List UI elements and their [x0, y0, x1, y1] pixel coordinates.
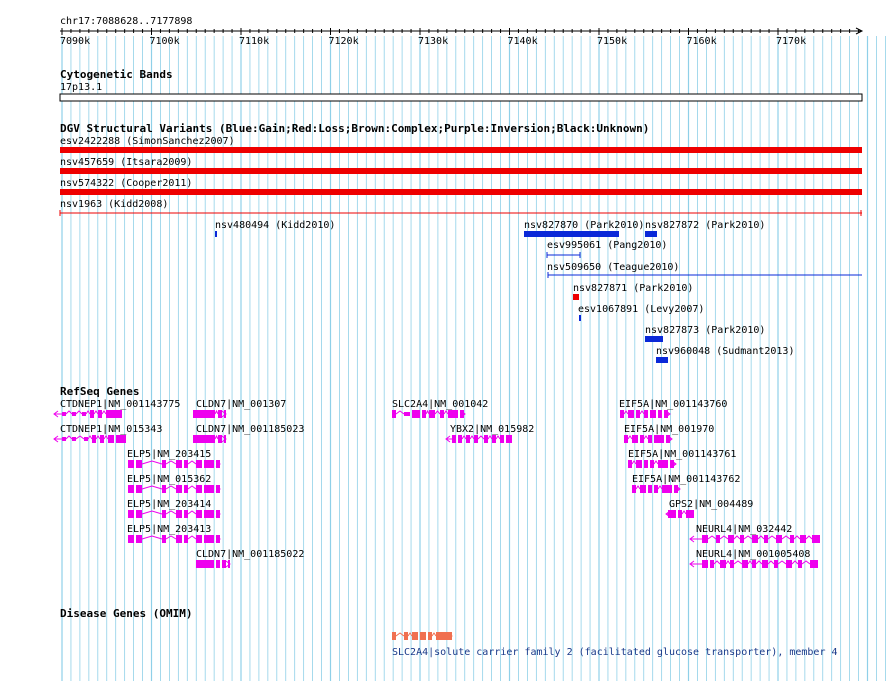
- variant-bar[interactable]: [215, 231, 217, 237]
- intron: [734, 536, 740, 539]
- intron: [86, 411, 90, 414]
- variant-bar[interactable]: [60, 147, 862, 153]
- variant-label: esv2422288 (SimonSanchez2007): [60, 136, 235, 147]
- variant-label: nsv480494 (Kidd2010): [215, 220, 336, 231]
- exon: [176, 485, 182, 493]
- exon: [644, 410, 648, 418]
- gene-model: [196, 560, 230, 568]
- intron: [478, 436, 484, 439]
- cytoband-track: [60, 68, 862, 101]
- exon: [218, 435, 222, 443]
- exon: [184, 510, 188, 518]
- exon: [640, 485, 646, 493]
- exon: [116, 435, 126, 443]
- intron: [166, 536, 176, 539]
- intron: [462, 436, 466, 439]
- intron: [726, 561, 730, 564]
- intron: [426, 411, 429, 414]
- cytoband-bar[interactable]: [60, 94, 862, 101]
- exon: [632, 435, 638, 443]
- exon: [668, 485, 672, 493]
- exon: [752, 560, 756, 568]
- intron: [215, 436, 218, 439]
- exon: [128, 485, 134, 493]
- exon: [776, 535, 782, 543]
- gene-label: CLDN7|NM_001307: [196, 399, 287, 410]
- exon: [648, 485, 652, 493]
- exon: [812, 535, 820, 543]
- variant-bar[interactable]: [645, 336, 663, 342]
- gene-model: [128, 460, 220, 468]
- exon: [640, 435, 644, 443]
- gene-model: [54, 410, 122, 418]
- exon: [136, 485, 142, 493]
- variant-bar[interactable]: [645, 231, 657, 237]
- gene-model: [620, 410, 670, 418]
- exon: [193, 410, 199, 418]
- exon: [662, 485, 668, 493]
- exon: [774, 560, 778, 568]
- dgv-title: DGV Structural Variants (Blue:Gain;Red:Loss;Brown:Complex;Purple:Inversion;Black:Unknown): [60, 122, 650, 135]
- variant-label: nsv827872 (Park2010): [645, 220, 766, 231]
- intron: [628, 436, 632, 439]
- intron: [188, 461, 196, 464]
- ruler-tick-label: 7090k: [60, 36, 91, 47]
- exon: [762, 560, 768, 568]
- exon: [92, 435, 96, 443]
- intron: [792, 561, 798, 564]
- exon: [686, 510, 694, 518]
- intron: [166, 511, 176, 514]
- exon: [810, 560, 818, 568]
- intron: [396, 633, 404, 636]
- exon: [786, 560, 792, 568]
- exon: [658, 460, 664, 468]
- intron: [102, 411, 106, 414]
- intron: [636, 486, 640, 489]
- exon: [628, 460, 632, 468]
- intron: [756, 561, 762, 564]
- intron: [76, 411, 82, 414]
- exon: [628, 410, 634, 418]
- ruler-tick-label: 7170k: [776, 36, 807, 47]
- variant-label: nsv1963 (Kidd2008): [60, 199, 169, 210]
- cytoband-label: 17p13.1: [60, 82, 103, 93]
- exon: [624, 435, 628, 443]
- intron: [188, 511, 196, 514]
- variant-bar[interactable]: [573, 294, 579, 300]
- exon: [484, 435, 488, 443]
- exon: [202, 560, 214, 568]
- gene-label: EIF5A|NM_001143760: [619, 399, 728, 410]
- exon: [128, 460, 134, 468]
- intron: [708, 536, 716, 539]
- intron: [496, 436, 500, 439]
- gene-model: [446, 435, 512, 443]
- omim-label[interactable]: SLC2A4|solute carrier family 2 (facilitated glucose transporter), member 4: [392, 647, 838, 658]
- exon: [162, 460, 166, 468]
- exon: [176, 460, 182, 468]
- gene-model: [54, 435, 126, 443]
- intron: [714, 561, 720, 564]
- variant-bar[interactable]: [524, 231, 619, 237]
- gene-label: CTDNEP1|NM_001143775: [60, 399, 181, 410]
- exon: [740, 535, 744, 543]
- exon: [162, 485, 166, 493]
- exon: [702, 535, 708, 543]
- exon: [128, 535, 134, 543]
- exon: [429, 410, 435, 418]
- exon: [72, 412, 76, 416]
- exon: [644, 460, 648, 468]
- gene-label: ELP5|NM_203413: [127, 524, 212, 535]
- exon: [474, 435, 478, 443]
- ruler-tick-label: 7120k: [328, 36, 359, 47]
- variant-label: nsv827870 (Park2010): [524, 220, 645, 231]
- ruler-tick-label: 7160k: [686, 36, 717, 47]
- exon: [392, 632, 396, 640]
- refseq-title: RefSeq Genes: [60, 385, 140, 398]
- gene-model: [392, 632, 452, 640]
- exon: [392, 410, 396, 418]
- exon: [196, 535, 202, 543]
- exon: [458, 435, 462, 443]
- exon: [650, 410, 656, 418]
- gene-label: ELP5|NM_015362: [127, 474, 212, 485]
- variant-label: nsv827873 (Park2010): [645, 325, 766, 336]
- omim-gene-model[interactable]: [392, 632, 452, 640]
- exon: [108, 435, 114, 443]
- intron: [758, 536, 764, 539]
- exon: [404, 412, 410, 416]
- exon: [184, 460, 188, 468]
- exon: [112, 410, 122, 418]
- intron: [734, 561, 742, 564]
- gene-label: SLC2A4|NM_001042: [392, 399, 489, 410]
- gene-model: [193, 435, 226, 443]
- ruler-tick-label: 7150k: [597, 36, 628, 47]
- omim-title: Disease Genes (OMIM): [60, 607, 193, 620]
- exon: [710, 560, 714, 568]
- ruler-tick-label: 7130k: [418, 36, 449, 47]
- gene-label: EIF5A|NM_001143762: [632, 474, 741, 485]
- intron: [396, 411, 404, 414]
- exon: [136, 535, 142, 543]
- intron: [166, 486, 176, 489]
- exon: [176, 535, 182, 543]
- exon: [136, 510, 142, 518]
- intron: [802, 561, 810, 564]
- intron: [794, 536, 800, 539]
- exon: [764, 535, 768, 543]
- variant-bar[interactable]: [60, 189, 862, 195]
- exon: [199, 435, 211, 443]
- exon: [84, 437, 88, 441]
- exon: [660, 435, 664, 443]
- exon: [664, 460, 668, 468]
- exon: [654, 485, 658, 493]
- exon: [716, 535, 720, 543]
- exon: [204, 510, 214, 518]
- intron: [166, 461, 176, 464]
- gene-label: NEURL4|NM_001005408: [696, 549, 811, 560]
- gene-label: CLDN7|NM_001185022: [196, 549, 305, 560]
- exon: [636, 410, 640, 418]
- gene-label: NEURL4|NM_032442: [696, 524, 793, 535]
- intron: [682, 511, 686, 514]
- exon: [106, 410, 112, 418]
- exon: [500, 435, 504, 443]
- intron: [215, 411, 218, 414]
- exon: [412, 410, 420, 418]
- ruler-tick-label: 7110k: [239, 36, 270, 47]
- exon: [218, 410, 222, 418]
- gene-model: [690, 560, 818, 568]
- intron: [806, 536, 812, 539]
- exon: [82, 412, 86, 416]
- exon: [440, 410, 444, 418]
- gene-model: [193, 410, 226, 418]
- intron: [104, 436, 108, 439]
- region-label: chr17:7088628..7177898: [60, 16, 193, 27]
- gene-model: [392, 410, 465, 418]
- ruler-tick-label: 7100k: [149, 36, 180, 47]
- gene-label: EIF5A|NM_001970: [624, 424, 715, 435]
- exon: [211, 410, 215, 418]
- exon: [100, 435, 104, 443]
- variant-bar[interactable]: [656, 357, 668, 363]
- gene-label: GPS2|NM_004489: [669, 499, 754, 510]
- exon: [702, 560, 708, 568]
- gene-label: CLDN7|NM_001185023: [196, 424, 305, 435]
- exon: [790, 535, 794, 543]
- exon: [448, 410, 458, 418]
- exon: [648, 435, 652, 443]
- exon: [196, 560, 202, 568]
- exon: [452, 435, 456, 443]
- variant-label: nsv457659 (Itsara2009): [60, 157, 193, 168]
- exon: [404, 632, 408, 640]
- variant-label: nsv827871 (Park2010): [573, 283, 694, 294]
- exon: [136, 460, 142, 468]
- exon: [196, 460, 202, 468]
- exon: [422, 410, 426, 418]
- variant-label: nsv574322 (Cooper2011): [60, 178, 193, 189]
- exon: [204, 535, 214, 543]
- exon: [196, 510, 202, 518]
- exon: [636, 460, 642, 468]
- exon: [62, 412, 66, 416]
- exon: [650, 460, 654, 468]
- gene-label: ELP5|NM_203414: [127, 499, 212, 510]
- exon: [184, 485, 188, 493]
- exon: [216, 560, 220, 568]
- intron: [632, 461, 636, 464]
- ruler-tick-label: 7140k: [507, 36, 538, 47]
- exon: [506, 435, 512, 443]
- gene-label: CTDNEP1|NM_015343: [60, 424, 163, 435]
- exon: [752, 535, 758, 543]
- variant-label: nsv960048 (Sudmant2013): [656, 346, 795, 357]
- dgv-track: [60, 122, 862, 363]
- exon: [436, 632, 452, 640]
- gene-model: [666, 510, 694, 518]
- exon: [800, 535, 806, 543]
- exon: [211, 435, 215, 443]
- exon: [72, 437, 76, 441]
- exon: [204, 460, 214, 468]
- exon: [222, 560, 226, 568]
- exon: [720, 560, 726, 568]
- variant-label: esv995061 (Pang2010): [547, 240, 668, 251]
- omim-track: [60, 607, 838, 658]
- gene-model: [690, 535, 820, 543]
- refseq-track: [54, 385, 820, 568]
- exon: [193, 435, 199, 443]
- exon: [204, 485, 214, 493]
- exon: [658, 410, 662, 418]
- exon: [632, 485, 636, 493]
- variant-bar[interactable]: [60, 168, 862, 174]
- intron: [432, 633, 436, 636]
- gene-model: [128, 535, 220, 543]
- exon: [412, 632, 418, 640]
- ruler-track[interactable]: [60, 16, 862, 47]
- variant-bar[interactable]: [579, 315, 581, 321]
- gene-model: [632, 485, 680, 493]
- gene-model: [128, 510, 220, 518]
- intron: [188, 536, 196, 539]
- gene-model: [628, 460, 676, 468]
- gene-label: EIF5A|NM_001143761: [628, 449, 737, 460]
- gene-model: [624, 435, 672, 443]
- exon: [176, 510, 182, 518]
- exon: [196, 485, 202, 493]
- exon: [184, 535, 188, 543]
- intron: [188, 486, 196, 489]
- exon: [620, 410, 624, 418]
- gene-model: [128, 485, 220, 493]
- exon: [420, 632, 426, 640]
- intron: [644, 436, 648, 439]
- exon: [98, 410, 102, 418]
- exon: [428, 632, 432, 640]
- exon: [90, 410, 94, 418]
- exon: [492, 435, 496, 443]
- intron: [778, 561, 786, 564]
- exon: [128, 510, 134, 518]
- exon: [798, 560, 802, 568]
- exon: [678, 510, 682, 518]
- gene-label: ELP5|NM_203415: [127, 449, 212, 460]
- exon: [728, 535, 734, 543]
- exon: [654, 435, 660, 443]
- exon: [730, 560, 734, 568]
- intron: [444, 411, 448, 414]
- variant-label: nsv509650 (Teague2010): [547, 262, 680, 273]
- variant-label: esv1067891 (Levy2007): [578, 304, 705, 315]
- cytoband-title: Cytogenetic Bands: [60, 68, 173, 81]
- exon: [742, 560, 748, 568]
- intron: [654, 461, 658, 464]
- exon: [162, 535, 166, 543]
- gene-label: YBX2|NM_015982: [450, 424, 535, 435]
- exon: [466, 435, 470, 443]
- intron: [782, 536, 790, 539]
- exon: [162, 510, 166, 518]
- exon: [62, 437, 66, 441]
- exon: [199, 410, 211, 418]
